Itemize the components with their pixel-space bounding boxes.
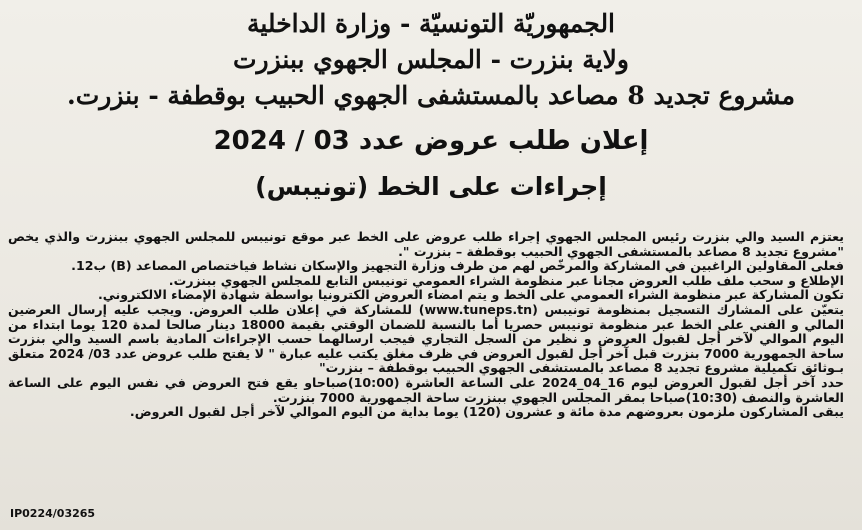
body-paragraph-submission: يتعيّن على المشارك التسجيل بمنظومة تونيبس (www.tuneps.tn) للمشاركة في إعلان طلب العروض. ويجب عليه إرسال العرضين المالي و الفني على الخط عبر منظومة تونيبس حصريا أما بالنسبة للضمان الوقتي بقيمة 18000 دينار صالحا لمدة 120 يوما ابتداء من اليوم الموالي لآخر أجل لقبول العروض و نظير من السجل التجاري فيجب ارسالهما حسب الإجراءات المادية باسم السيد والي بنزرت ساحة الجمهورية 7000 بنزرت قبل آخر أجل لقبول العروض في ظرف مغلق يكتب عليه عبارة " لا يفتح طلب عروض عدد 03/ 2024 متعلق بـوثائق تكميلية مشروع تجديد 8 مصاعد بالمستشفى الجهوي الحبيب بوقطفة – بنزرت": [8, 301, 845, 376]
notice-body: [8, 230, 844, 420]
notice-subtitle: إجراءات على الخط (تونيبس): [255, 172, 607, 201]
reference-code: IP0224/03265: [10, 507, 96, 520]
body-paragraph-deadline: حدد آخر أجل لقبول العروض ليوم 16_04_2024 على الساعة العاشرة (10:00)صباحاو يقع فتح العروض في نفس اليوم على الساعة العاشرة والنصف (10:30)صباحا بمقر المجلس الجهوي ببنزرت ساحة الجمهورية 7000 بنزرت.: [8, 374, 844, 405]
header-line-governorate: ولاية بنزرت - المجلس الجهوي ببنزرت: [233, 45, 629, 74]
notice-header: [0, 0, 862, 210]
body-paragraph-intro: يعتزم السيد والي بنزرت رئيس المجلس الجهوي إجراء طلب عروض على الخط عبر موقع تونيبس للمجلس الجهوي ببنزرت والذي يخص "مشروع تجديد 8 مصاعد بالمستشفى الجهوي الحبيب بوقطفة – بنزرت ".: [8, 229, 844, 259]
body-paragraph-validity: يبقى المشاركون ملزمون بعروضهم مدة مائة و عشرون (120) يوما بداية من اليوم الموالي لآخر أجل لقبول العروض.: [129, 404, 844, 420]
header-line-republic: الجمهوريّة التونسيّة - وزارة الداخلية: [246, 9, 616, 38]
header-line-project: مشروع تجديد 8 مصاعد بالمستشفى الجهوي الحبيب بوقطفة - بنزرت.: [67, 81, 795, 110]
body-paragraph-online: تكون المشاركة عبر منظومة الشراء العمومي على الخط و يتم امضاء العروض الكترونيا بواسطة شهادة الإمضاء الالكتروني.: [97, 287, 844, 303]
body-paragraph-eligibility: فعلى المقاولين الراغبين في المشاركة والمرخّص لهم من طرف وزارة التجهيز والإسكان نشاط فياختصاص المصاعد (B) ب12.: [71, 258, 844, 274]
body-paragraph-download: الإطلاع و سحب ملف طلب العروض مجانا عبر منظومة الشراء العمومي تونيبس التابع للمجلس الجهوي ببنزرت.: [168, 272, 844, 288]
notice-title: إعلان طلب عروض عدد 03 / 2024: [213, 126, 649, 156]
